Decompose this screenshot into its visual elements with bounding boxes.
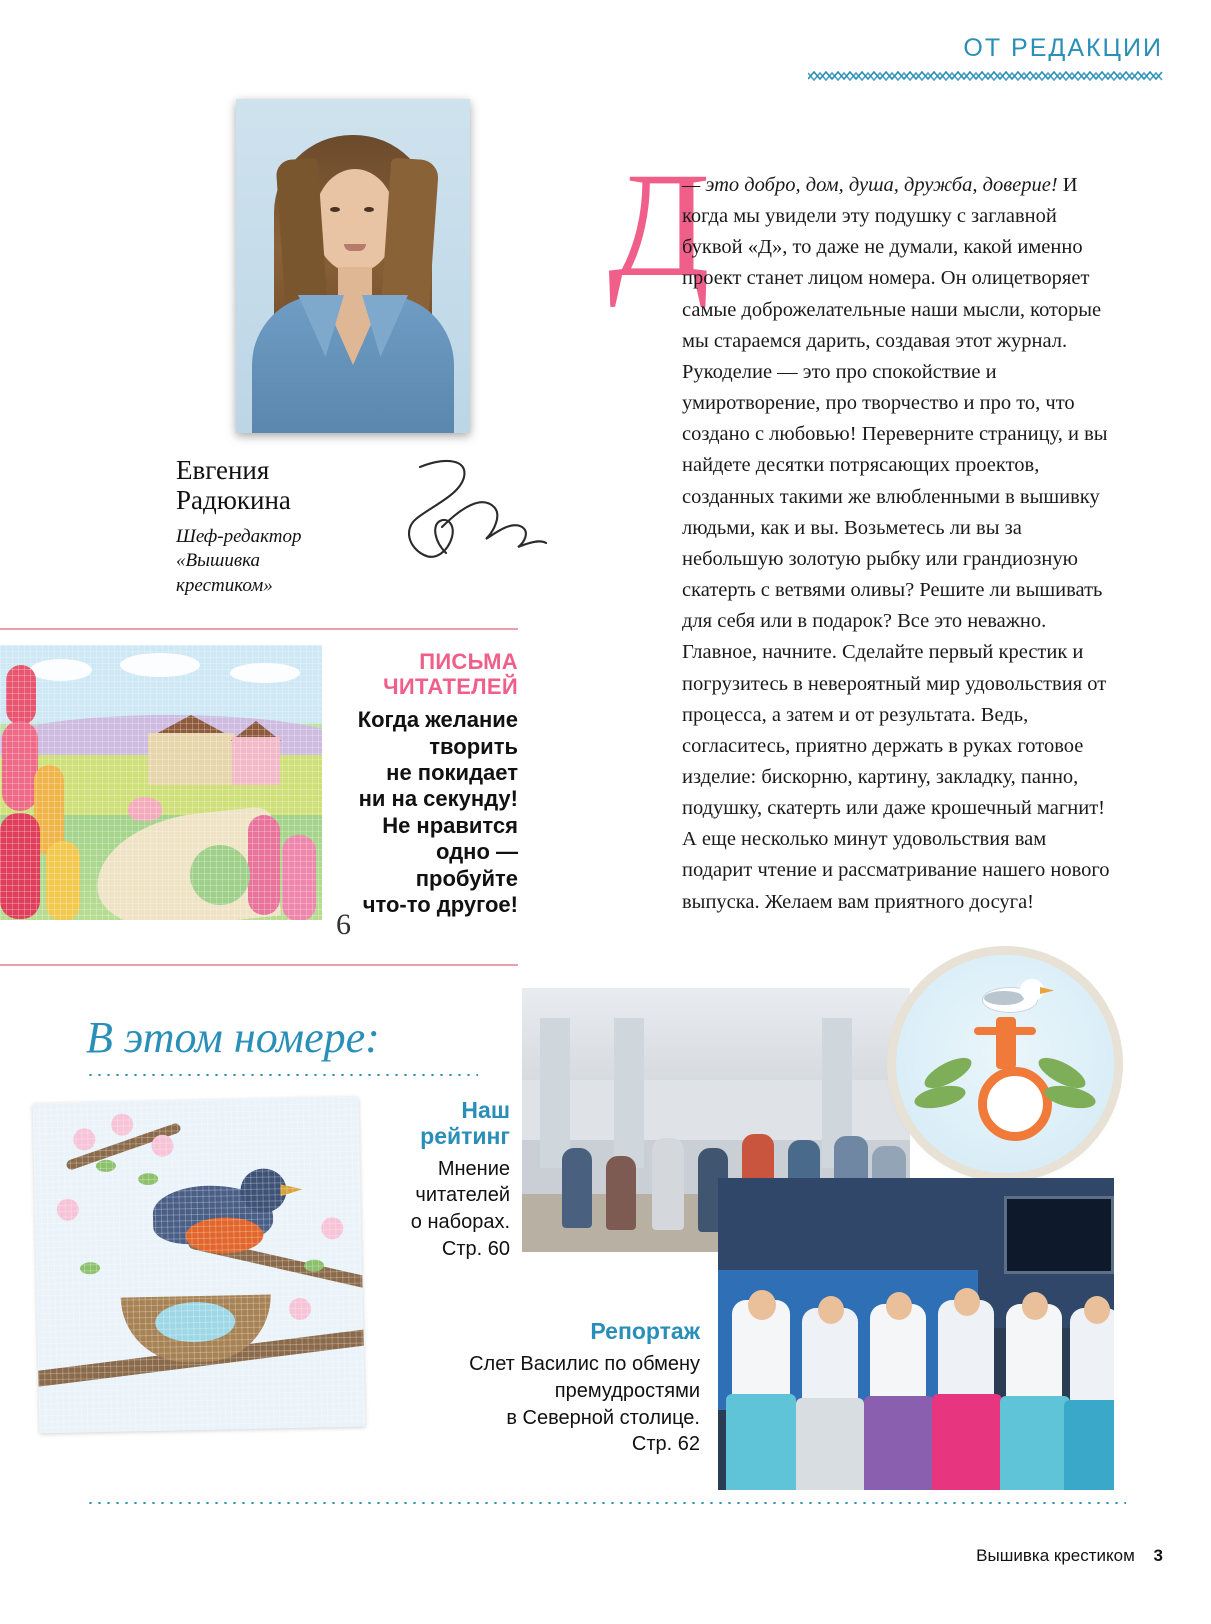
anchor-shape: [996, 1017, 1016, 1069]
reportage-photo: [718, 1178, 1114, 1490]
editor-name-line2: Радюкина: [176, 485, 291, 516]
letters-headline-line3: не покидает: [386, 760, 518, 786]
rating-kicker: [360, 1098, 510, 1150]
divider-top: [0, 628, 518, 630]
divider-bottom: [0, 964, 518, 966]
letters-headline-line1: Когда желание: [357, 707, 518, 733]
cross-stitch-grid-overlay: [33, 1097, 366, 1434]
rating-kicker-line2: рейтинг: [420, 1122, 510, 1149]
page-title: ОТ РЕДАКЦИИ: [963, 34, 1163, 62]
editorial-article: [586, 170, 1114, 918]
rating-description: [360, 1156, 510, 1263]
anchor-crossbar: [974, 1027, 1036, 1035]
seagull-wing: [984, 991, 1024, 1005]
person-head: [886, 1292, 912, 1320]
rating-text-line1: Мнение: [437, 1157, 510, 1180]
editor-role: [176, 525, 376, 598]
portrait-eye-left: [330, 207, 340, 212]
article-body: И когда мы увидели эту подушку с заглавной буквой «Д», то даже не думали, какой именно проект станет лицом номера. Он олицетворяет самые доброжелательные наши мысли, которые мы стараемся дарить, создавая этот журнал. Рукоделие — это про спокойствие и умиротворение, про творчество и про то, что создано с любовью! Переверните страницу, и вы найдете десятки потрясающих проектов, созданных такими же влюбленными в вышивку людьми, как и вы. Возьметесь ли вы за небольшую золотую рыбку или грандиозную скатерть с ветвями оливы? Решите ли вышивать для себя или в подарок? Все это неважно. Главное, начните. Сделайте первый крестик и погрузитесь в невероятный мир удовольствия от процесса, а затем и от результата. Ведь, согласитесь, приятно держать в руках готовое изделие: бискорню, картину, закладку, панно, подушку, скатерть или даже крошечный магнит! А еще несколько минут удовольствия вам подарит чтение и рассматривание нашего нового выпуска. Желаем вам приятного досуга!: [682, 174, 1110, 913]
decorative-wave-divider: [808, 70, 1163, 82]
rating-page-reference: Стр. 60: [441, 1237, 510, 1260]
letters-kicker-line2: ЧИТАТЕЛЕЙ: [383, 673, 518, 699]
person-head: [954, 1288, 980, 1316]
reportage-text-line1: Слет Василис по обмену: [469, 1353, 700, 1375]
skirt-shape: [1064, 1400, 1114, 1490]
reportage-description: [420, 1351, 700, 1458]
letters-page-number: 6: [336, 908, 351, 941]
embroidery-hoop: [896, 955, 1114, 1173]
letters-headline-line5: Не нравится: [382, 812, 518, 838]
letters-kicker: [336, 650, 518, 699]
letters-headline-line8: что-то другое!: [362, 891, 518, 917]
editor-role-line2: «Вышивка: [176, 550, 260, 572]
person-shape: [606, 1156, 636, 1230]
letters-headline-line6: одно —: [436, 839, 518, 865]
person-shape: [652, 1138, 684, 1230]
rating-text-block: [360, 1098, 510, 1263]
footer-dotted-divider: [86, 1500, 1126, 1506]
person-head: [1084, 1296, 1110, 1324]
cross-stitch-grid-overlay: [0, 645, 322, 920]
person-head: [748, 1290, 776, 1320]
letters-headline: [336, 707, 518, 918]
footer: [976, 1546, 1163, 1566]
issue-section-title: В этом номере:: [86, 1013, 380, 1062]
footer-page-number: 3: [1153, 1546, 1163, 1565]
editor-role-line3: крестиком»: [176, 574, 273, 596]
reportage-page-reference: Стр. 62: [631, 1433, 700, 1456]
skirt-shape: [932, 1394, 1002, 1490]
letters-kicker-line1: ПИСЬМА: [419, 649, 518, 674]
letters-headline-line7: пробуйте: [415, 865, 518, 891]
column-shape: [540, 1018, 570, 1168]
editor-name: [176, 455, 386, 515]
reportage-text-line2: премудростями: [554, 1379, 700, 1402]
seagull-beak: [1040, 987, 1054, 994]
letters-headline-line4: ни на секунду!: [358, 786, 518, 812]
drop-cap: Д: [608, 142, 711, 308]
reportage-kicker: Репортаж: [590, 1318, 700, 1344]
letters-text-block: [336, 650, 518, 918]
article-lead: — это добро, дом, душа, дружба, доверие!: [682, 174, 1058, 196]
reportage-text-block: [420, 1318, 700, 1458]
person-shape: [562, 1148, 592, 1228]
footer-magazine-name: Вышивка крестиком: [976, 1546, 1135, 1565]
editor-portrait-image: [236, 99, 470, 433]
rating-text-line2: читателей: [415, 1184, 510, 1207]
reportage-text-line3: в Северной столице.: [506, 1406, 700, 1429]
issue-dotted-divider: [86, 1072, 478, 1078]
article-intro: [586, 170, 1114, 918]
rating-text-line3: о наборах.: [410, 1211, 510, 1234]
rating-illustration: [33, 1097, 366, 1434]
skirt-shape: [726, 1394, 796, 1490]
skirt-shape: [1000, 1396, 1070, 1490]
editor-photo: [236, 99, 470, 433]
skirt-shape: [796, 1398, 864, 1490]
portrait-mouth: [344, 244, 366, 251]
letters-headline-line2: творить: [429, 733, 518, 759]
editor-name-line1: Евгения: [176, 455, 270, 485]
portrait-eye-right: [364, 207, 374, 212]
person-head: [1022, 1292, 1048, 1320]
life-ring-shape: [978, 1067, 1052, 1141]
person-head: [818, 1296, 844, 1324]
letters-illustration: [0, 645, 322, 920]
signature-icon: [390, 455, 550, 590]
editor-role-line1: Шеф-редактор: [176, 526, 302, 547]
screen-shape: [1004, 1196, 1114, 1274]
olive-branch: [912, 1082, 967, 1112]
column-shape: [614, 1018, 644, 1168]
skirt-shape: [864, 1396, 934, 1490]
rating-kicker-line1: Наш: [461, 1097, 510, 1123]
